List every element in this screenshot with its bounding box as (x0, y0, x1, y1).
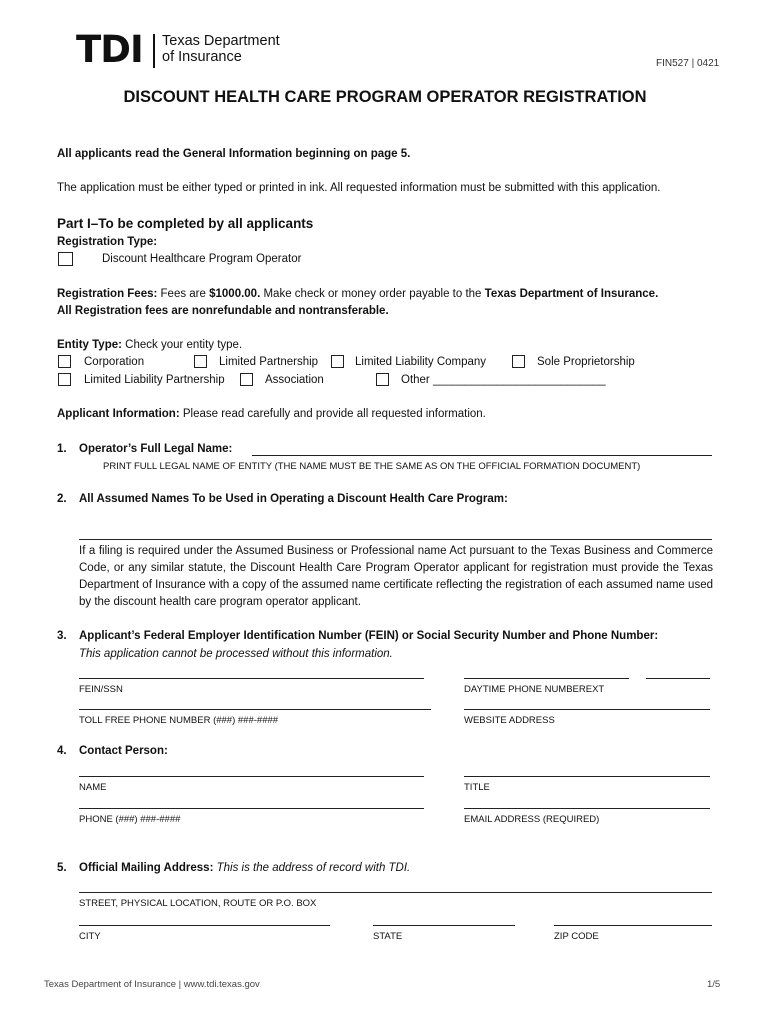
entity-sole-proprietorship-label: Sole Proprietorship (537, 356, 635, 368)
contact-name-field[interactable] (79, 776, 424, 777)
entity-type-label: Entity Type: (57, 339, 122, 351)
applicant-info-hint: Please read carefully and provide all requested information. (179, 408, 486, 420)
zip-caption: ZIP CODE (554, 931, 599, 942)
q2-number: 2. (57, 493, 67, 505)
entity-llc-checkbox[interactable] (331, 355, 344, 368)
page-title: DISCOUNT HEALTH CARE PROGRAM OPERATOR REGISTRATION (123, 88, 647, 106)
contact-email-field[interactable] (464, 808, 710, 809)
entity-type-hint: Check your entity type. (121, 339, 243, 351)
fees-amount: $1000.00. (209, 288, 261, 300)
q5-label: Official Mailing Address: (79, 862, 214, 874)
page-number: 1/5 (707, 979, 721, 990)
agency-name (162, 33, 280, 65)
street-field[interactable] (79, 892, 712, 893)
read-notice: All applicants read the General Information beginning on page 5. (57, 148, 411, 160)
contact-phone-caption: PHONE (###) ###-#### (79, 814, 181, 825)
entity-type-line (57, 337, 242, 354)
tdi-logo: TDI (76, 28, 143, 71)
q5-note: This is the address of record with TDI. (213, 862, 411, 874)
entity-llp-label: Limited Liability Partnership (84, 374, 225, 386)
fees-label: Registration Fees: (57, 288, 158, 300)
registration-type-label: Registration Type: (57, 236, 158, 248)
q1-caption: PRINT FULL LEGAL NAME OF ENTITY (THE NAME MUST BE THE SAME AS ON THE OFFICIAL FORMATION DOCUMENT) (103, 461, 641, 472)
q3-label: Applicant’s Federal Employer Identification Number (FEIN) or Social Security Number and Phone Number: (79, 630, 659, 642)
q3-number: 3. (57, 630, 67, 642)
state-caption: STATE (373, 931, 403, 942)
q1-legal-name-field[interactable] (252, 455, 712, 456)
contact-name-caption: NAME (79, 782, 107, 793)
website-field[interactable] (464, 709, 710, 710)
q5-line (57, 860, 67, 877)
fees-line (57, 286, 658, 303)
toll-free-caption: TOLL FREE PHONE NUMBER (###) ###-#### (79, 715, 279, 726)
agency-line-1: Texas Department (162, 33, 280, 49)
q2-paragraph: If a filing is required under the Assumed Business or Professional name Act pursuant to the Texas Business and Commerce Code, or any similar statute, the Discount Health Care Program Operator applicant for registration must provide the Texas Department of Insurance with a copy of the assumed name certificate reflecting the registration of each assumed name used by the discount health care program operator applicant. (79, 545, 713, 608)
entity-other-label: Other ___________________________ (401, 374, 606, 386)
fein-caption: FEIN/SSN (79, 684, 123, 695)
q5-number: 5. (57, 862, 67, 874)
applicant-info-label: Applicant Information: (57, 408, 180, 420)
entity-llp-checkbox[interactable] (58, 373, 71, 386)
registration-type-option: Discount Healthcare Program Operator (102, 253, 302, 265)
entity-association-label: Association (265, 374, 324, 386)
registration-type-checkbox[interactable] (58, 252, 73, 266)
q1-number: 1. (57, 443, 67, 455)
website-caption: WEBSITE ADDRESS (464, 715, 555, 726)
phone-ext-field[interactable] (646, 678, 710, 679)
q5-heading (79, 860, 410, 877)
contact-title-field[interactable] (464, 776, 710, 777)
q1-label: Operator’s Full Legal Name: (79, 443, 233, 455)
form-number: FIN527 | 0421 (656, 58, 720, 69)
part-1-heading: Part I–To be completed by all applicants (57, 216, 314, 231)
q4-label: Contact Person: (79, 745, 168, 757)
logo-divider (153, 34, 155, 68)
entity-corporation-checkbox[interactable] (58, 355, 71, 368)
toll-free-field[interactable] (79, 709, 431, 710)
city-field[interactable] (79, 925, 330, 926)
contact-title-caption: TITLE (464, 782, 490, 793)
q2-label: All Assumed Names To be Used in Operating a Discount Health Care Program: (79, 493, 508, 505)
entity-corporation-label: Corporation (84, 356, 145, 368)
fees-text-b: Make check or money order payable to the (260, 288, 485, 300)
street-caption: STREET, PHYSICAL LOCATION, ROUTE OR P.O. BOX (79, 898, 317, 909)
q2-assumed-names-field[interactable] (79, 539, 712, 540)
entity-sole-proprietorship-checkbox[interactable] (512, 355, 525, 368)
typed-notice: The application must be either typed or printed in ink. All requested information must be submitted with this application. (57, 182, 661, 194)
entity-limited-partnership-label: Limited Partnership (219, 356, 319, 368)
fees-nonrefundable: All Registration fees are nonrefundable and nontransferable. (57, 305, 389, 317)
q3-note: This application cannot be processed without this information. (79, 648, 393, 660)
fees-text-a: Fees are (157, 288, 210, 300)
daytime-phone-field[interactable] (464, 678, 629, 679)
zip-field[interactable] (554, 925, 712, 926)
agency-line-2: of Insurance (162, 49, 242, 65)
entity-other-checkbox[interactable] (376, 373, 389, 386)
fees-payee: Texas Department of Insurance. (484, 288, 659, 300)
footer-agency: Texas Department of Insurance | www.tdi.texas.gov (44, 979, 260, 990)
q4-number: 4. (57, 745, 67, 757)
contact-phone-field[interactable] (79, 808, 424, 809)
applicant-info-line (57, 406, 486, 423)
entity-limited-partnership-checkbox[interactable] (194, 355, 207, 368)
contact-email-caption: EMAIL ADDRESS (REQUIRED) (464, 814, 600, 825)
entity-association-checkbox[interactable] (240, 373, 253, 386)
daytime-phone-caption: DAYTIME PHONE NUMBEREXT (464, 684, 605, 695)
state-field[interactable] (373, 925, 515, 926)
entity-llc-label: Limited Liability Company (355, 356, 487, 368)
fein-field[interactable] (79, 678, 424, 679)
city-caption: CITY (79, 931, 101, 942)
